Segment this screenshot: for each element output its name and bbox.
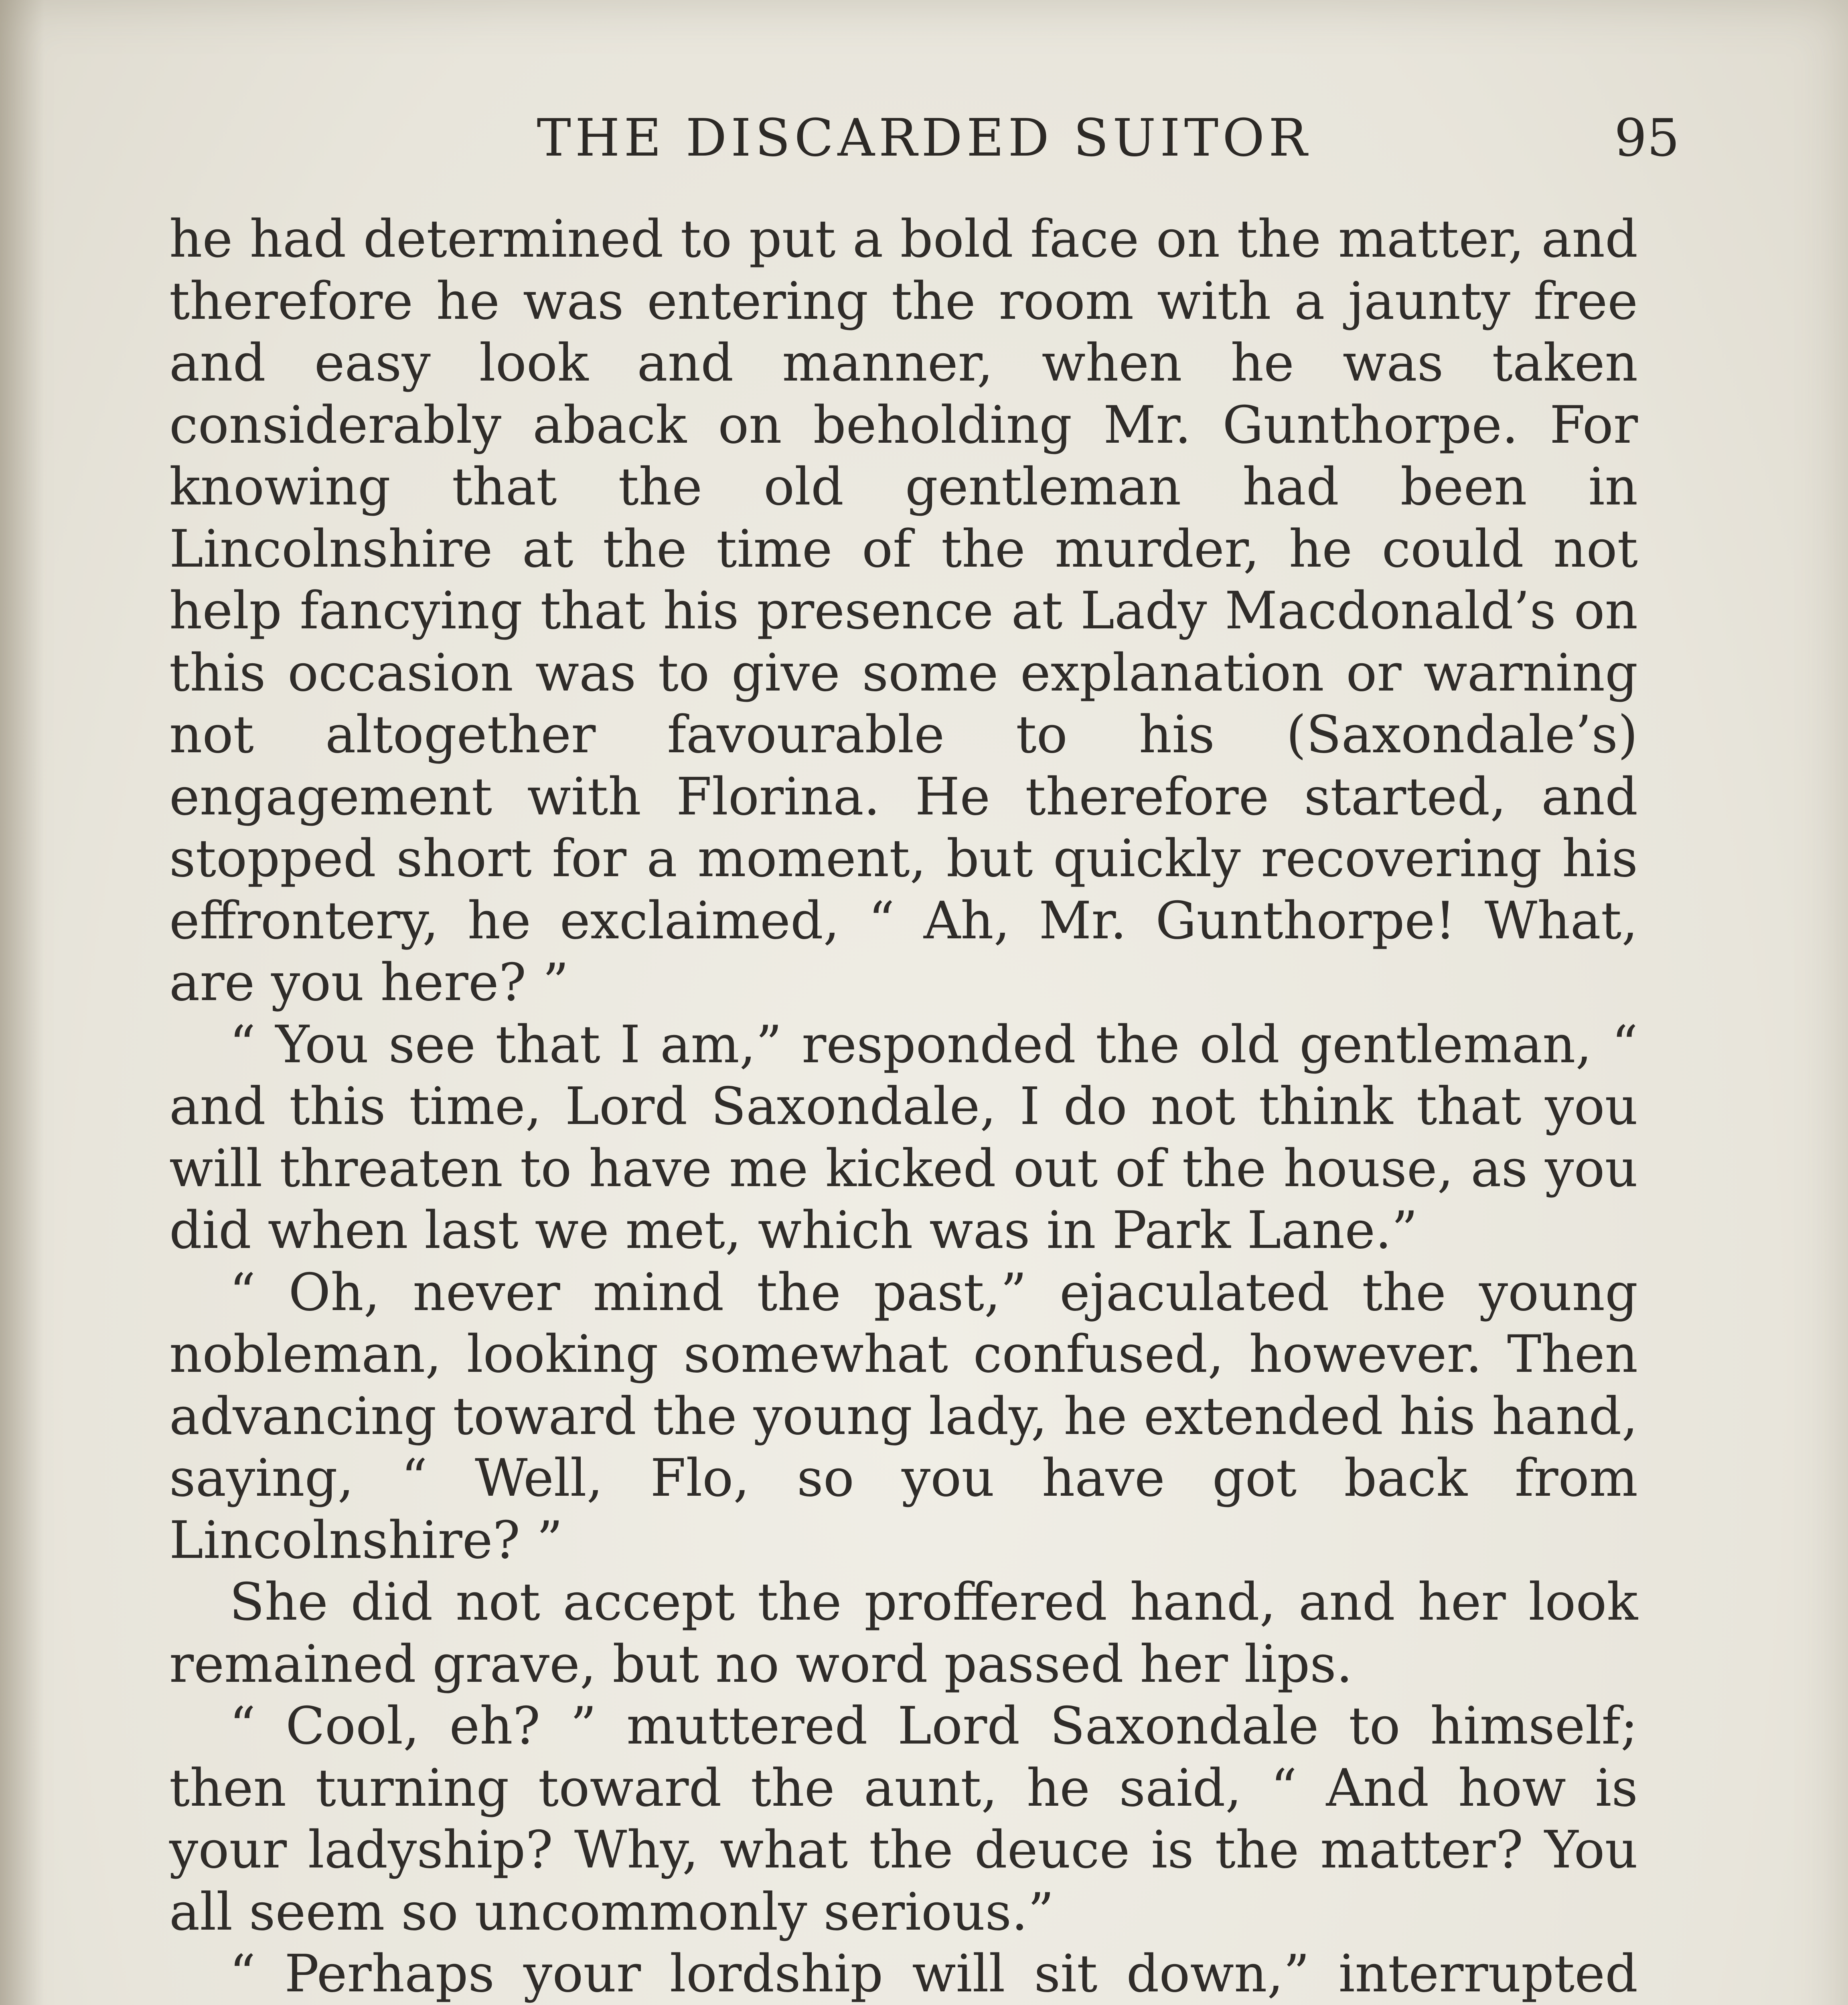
- paragraph: “ Perhaps your lordship will sit down,” interrupted: [229, 1944, 1638, 2004]
- page-gutter-shadow: [0, 0, 44, 2005]
- paragraph: he had determined to put a bold face on the matter, and therefore he was entering the room with a jaunty free and easy look and manner, when he was taken considerably aback on beholding Mr. Gunthorpe. For knowing that the old gentleman had been in Lincolnshire at the time of the murder, he could not help fancying that his presence at Lady Macdonald’s on this occasion was to give some explanation or warning not altogether favourable to his (Saxondale’s) engagement with Florina. He therefore started, and stopped short for a moment, but quickly recovering his effrontery, he exclaimed, “ Ah, Mr. Gunthorpe! What, are you here? ”: [169, 209, 1638, 1013]
- paragraph: “ Oh, never mind the past,” ejaculated the young nobleman, looking somewhat confused, however. Then advancing toward the young lady, he extended his hand, saying, “ Well, Flo, so you have got back from Lincolnshire? ”: [169, 1262, 1638, 1570]
- body-text: [169, 209, 1638, 2005]
- paragraph: “ Cool, eh? ” muttered Lord Saxondale to himself; then turning toward the aunt, he said, “ And how is your ladyship? Why, what the deuce is the matter? You all seem so uncommonly serious.”: [169, 1696, 1638, 1942]
- running-title: THE DISCARDED SUITOR: [537, 108, 1311, 168]
- paragraph: “ You see that I am,” responded the old gentleman, “ and this time, Lord Saxondale, I do not think that you will threaten to have me kicked out of the house, as you did when last we met, which was in Park Lane.”: [169, 1015, 1638, 1260]
- page-number: 95: [1614, 108, 1680, 168]
- paragraph: She did not accept the proffered hand, and her look remained grave, but no word passed her lips.: [169, 1572, 1638, 1694]
- page-header: [168, 108, 1680, 168]
